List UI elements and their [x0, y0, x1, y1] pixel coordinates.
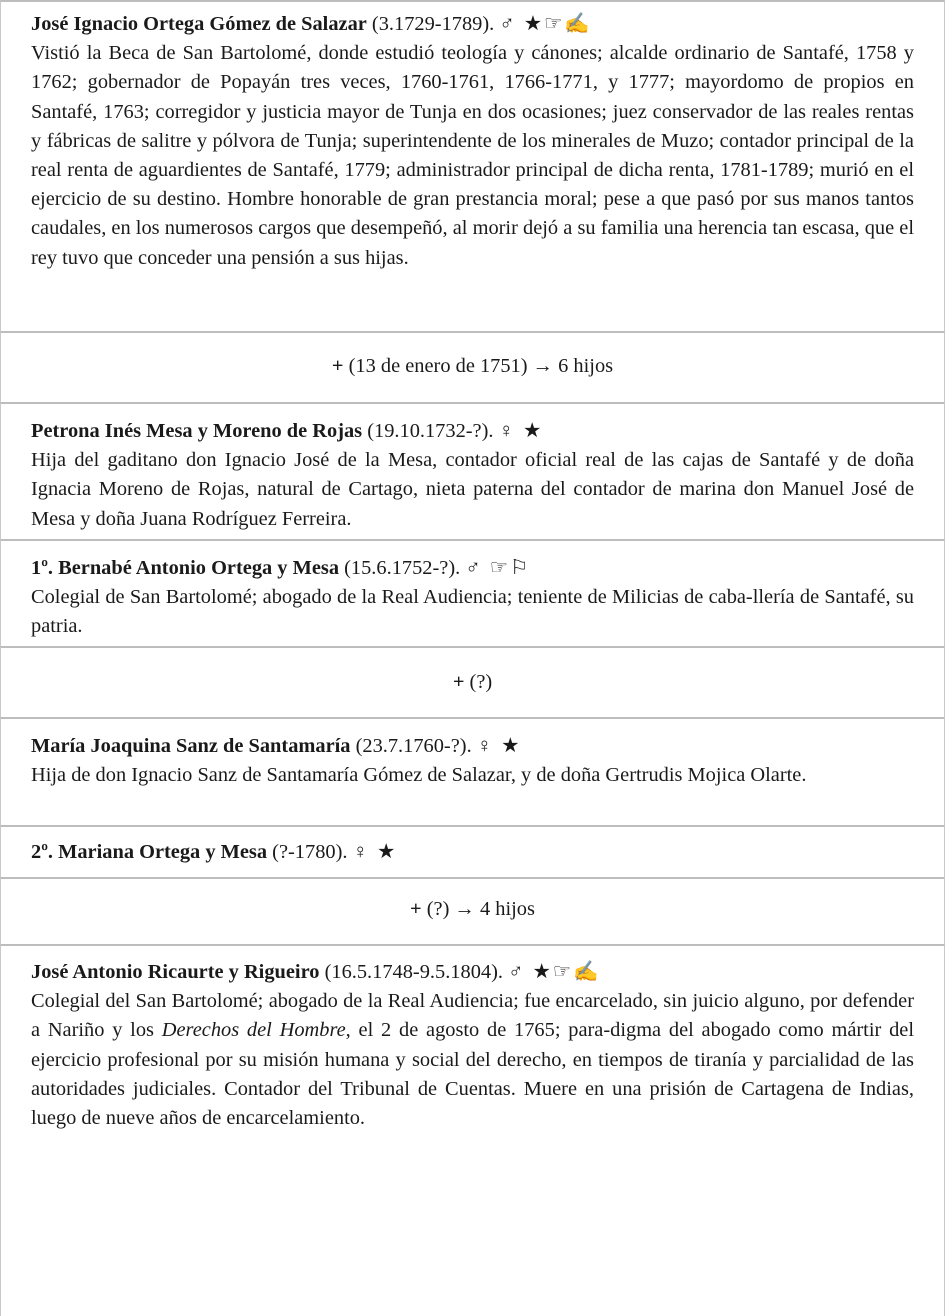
- person-biography: Hija del gaditano don Ignacio José de la Mesa, contador oficial real de las cajas de Santafé y de doña Ignacia Moreno de Rojas, natural de Cartago, nieta paterna del contador de marina don Manuel José de Mesa y doña Juana Rodríguez Ferreira.: [31, 449, 914, 530]
- person-dates: (16.5.1748-9.5.1804).: [319, 961, 509, 983]
- person-biography: Hija de don Ignacio Sanz de Santamaría Gómez de Salazar, y de doña Gertrudis Mojica Olarte.: [31, 764, 807, 787]
- biography-text: , el 2 de agosto de 1765; para-digma del abogado como mártir del ejercicio profesional por su misión humana y social del derecho, en tiempos de tiranía y parcialidad de las autoridades judiciales. Contador del Tribunal de Cuentas. Muere en una prisión de Cartagena de Indias, luego de nueve años de encarcelamiento.: [31, 1019, 914, 1130]
- marriage-info: (?) → 4 hijos: [421, 898, 535, 920]
- person-dates: (23.7.1760-?).: [350, 735, 477, 757]
- person-name: José Ignacio Ortega Gómez de Salazar: [31, 13, 367, 35]
- person-name: 2º. Mariana Ortega y Mesa: [31, 841, 268, 863]
- marriage-info: (13 de enero de 1751) → 6 hijos: [343, 355, 614, 377]
- biography-text: Colegial del San Bartolomé; abogado de la Real Audiencia; fue encarcelado, sin juicio alguno, por defender a Nariño y los: [31, 990, 914, 1042]
- person-name: José Antonio Ricaurte y Rigueiro: [31, 961, 320, 983]
- person-name: 1º. Bernabé Antonio Ortega y Mesa: [31, 557, 340, 579]
- biography-italic-text: Derechos del Hombre: [161, 1019, 346, 1042]
- person-entry: [0, 0, 945, 332]
- genealogy-symbols-icon: ♂ ★☞✍: [499, 13, 592, 35]
- person-name: Petrona Inés Mesa y Moreno de Rojas: [31, 420, 363, 442]
- person-entry: [0, 717, 945, 826]
- person-name: María Joaquina Sanz de Santamaría: [31, 735, 351, 757]
- marriage-entry: [0, 646, 945, 718]
- person-dates: (3.1729-1789).: [366, 13, 500, 35]
- genealogy-symbols-icon: ♂ ★☞✍: [508, 961, 601, 983]
- marriage-plus-icon: +: [410, 898, 422, 920]
- person-entry: [0, 825, 945, 878]
- genealogy-symbols-icon: ♂ ☞⚐: [465, 557, 531, 579]
- marriage-plus-icon: +: [452, 671, 465, 693]
- genealogy-symbols-icon: ♀ ★: [498, 420, 544, 442]
- person-dates: (19.10.1732-?).: [362, 420, 499, 442]
- person-biography: [31, 987, 914, 1133]
- person-entry: [0, 402, 945, 540]
- person-entry: [0, 539, 945, 647]
- marriage-info: (?): [464, 671, 493, 693]
- person-biography: Colegial de San Bartolomé; abogado de la Real Audiencia; teniente de Milicias de caba-llería de Santafé, su patria.: [31, 586, 914, 638]
- genealogy-symbols-icon: ♀ ★: [352, 841, 398, 863]
- genealogy-symbols-icon: ♀ ★: [476, 735, 522, 757]
- marriage-entry: [0, 877, 945, 945]
- marriage-entry: [0, 331, 945, 403]
- person-dates: (?-1780).: [267, 841, 353, 863]
- person-entry: [0, 944, 945, 1316]
- marriage-plus-icon: +: [331, 355, 344, 377]
- person-biography: Vistió la Beca de San Bartolomé, donde estudió teología y cánones; alcalde ordinario de Santafé, 1758 y 1762; gobernador de Popayán tres veces, 1760-1761, 1766-1771, y 1777; mayordomo de propios en Santafé, 1763; corregidor y justicia mayor de Tunja en dos ocasiones; juez conservador de las reales rentas y fábricas de salitre y pólvora de Tunja; superintendente de los minerales de Muzo; contador principal de la real renta de aguardientes de Santafé, 1779; administrador principal de dicha renta, 1781-1789; murió en el ejercicio de su destino. Hombre honorable de gran prestancia moral; pese a que pasó por sus manos tantos caudales, en los numerosos cargos que desempeñó, al morir dejó a su familia una herencia tan escasa, que el rey tuvo que conceder una pensión a sus hijas.: [31, 42, 914, 269]
- person-dates: (15.6.1752-?).: [339, 557, 466, 579]
